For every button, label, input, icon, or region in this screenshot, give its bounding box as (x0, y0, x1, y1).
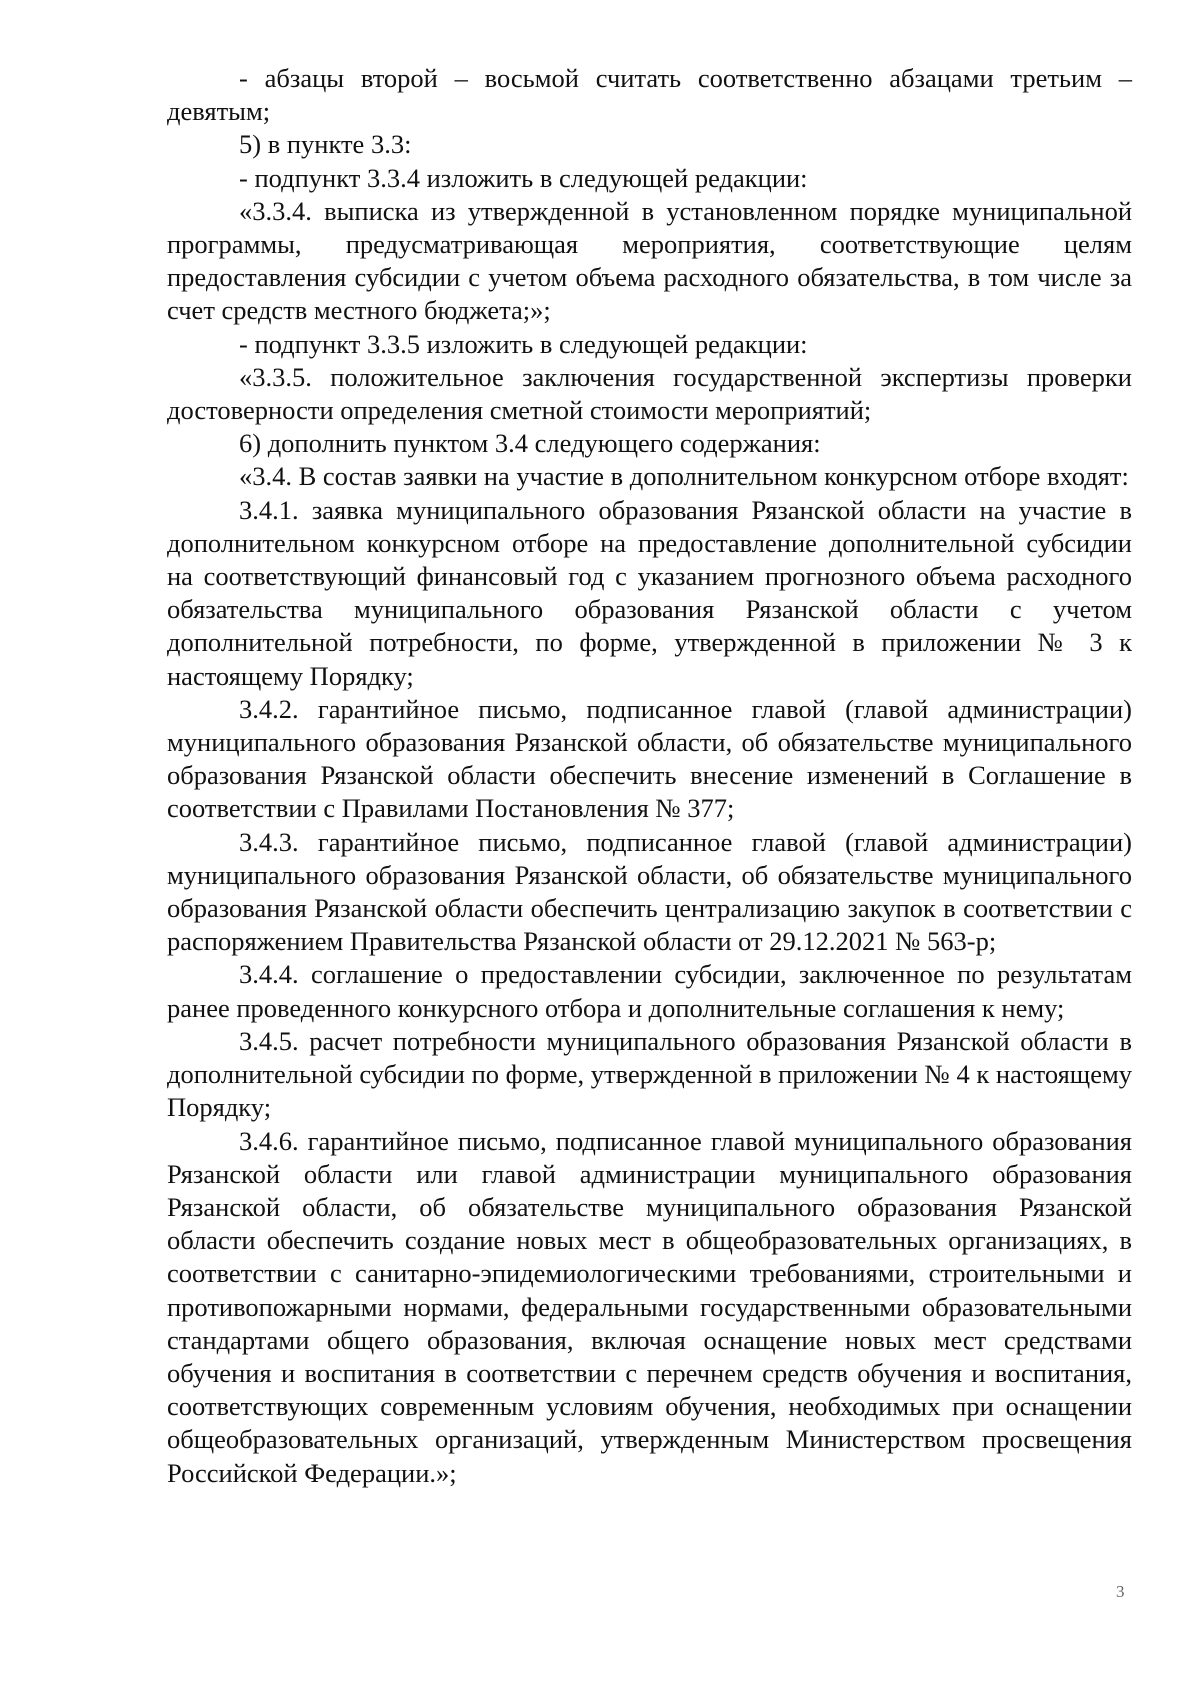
paragraph-renumber-note: - абзацы второй – восьмой считать соответственно абзацами третьим – девятым; (167, 63, 1132, 127)
paragraph-3-4-4: 3.4.4. соглашение о предоставлении субсидии, заключенное по результатам ранее проведенного конкурсного отбора и дополнительные соглашения к нему; (167, 959, 1132, 1023)
paragraph-3-4-1: 3.4.1. заявка муниципального образования Рязанской области на участие в дополнительном конкурсном отборе на предоставление дополнительной субсидии на соответствующий финансовый год с указанием прогнозного объема расходного обязательства муниципального образования Рязанской области с учетом дополнительной потребности, по форме, утвержденной в приложении № 3 к настоящему Порядку; (167, 494, 1132, 691)
paragraph-item-6: 6) дополнить пунктом 3.4 следующего содержания: (239, 428, 821, 459)
paragraph-3-4-6: 3.4.6. гарантийное письмо, подписанное главой муниципального образования Рязанской области или главой администрации муниципального образования Рязанской области, об обязательстве муниципального образования Рязанской области обеспечить создание новых мест в общеобразовательных организациях, в соответствии с санитарно-эпидемиологическими требованиями, строительными и противопожарными нормами, федеральными государственными образовательными стандартами общего образования, включая оснащение новых мест средствами обучения и воспитания в соответствии с перечнем средств обучения и воспитания, соответствующих современным условиям обучения, необходимых при оснащении общеобразовательных организаций, утвержденным Министерством просвещения Российской Федерации.»; (167, 1125, 1132, 1488)
paragraph-3-3-4: «3.3.4. выписка из утвержденной в установленном порядке муниципальной программы, предусматривающая мероприятия, соответствующие целям предоставления субсидии с учетом объема расходного обязательства, в том числе за счет средств местного бюджета;»; (167, 195, 1132, 326)
page-number: 3 (1116, 1582, 1125, 1601)
paragraph-3-4: «3.4. В состав заявки на участие в дополнительном конкурсном отборе входят: (239, 461, 1129, 492)
paragraph-item-5: 5) в пункте 3.3: (239, 129, 412, 160)
paragraph-subitem-3-3-4-intro: - подпункт 3.3.4 изложить в следующей редакции: (239, 162, 808, 193)
paragraph-3-4-5: 3.4.5. расчет потребности муниципального образования Рязанской области в дополнительной субсидии по форме, утвержденной в приложении № 4 к настоящему Порядку; (167, 1025, 1132, 1123)
paragraph-3-4-2: 3.4.2. гарантийное письмо, подписанное главой (главой администрации) муниципального образования Рязанской области, об обязательстве муниципального образования Рязанской области обеспечить внесение изменений в Соглашение в соответствии с Правилами Постановления № 377; (167, 693, 1132, 824)
document-body (167, 62, 1132, 1490)
paragraph-3-3-5: «3.3.5. положительное заключения государственной экспертизы проверки достоверности определения сметной стоимости мероприятий; (167, 361, 1132, 426)
paragraph-3-4-3: 3.4.3. гарантийное письмо, подписанное главой (главой администрации) муниципального образования Рязанской области, об обязательстве муниципального образования Рязанской области обеспечить централизацию закупок в соответствии с распоряжением Правительства Рязанской области от 29.12.2021 № 563-р; (167, 826, 1132, 957)
paragraph-subitem-3-3-5-intro: - подпункт 3.3.5 изложить в следующей редакции: (239, 328, 808, 359)
